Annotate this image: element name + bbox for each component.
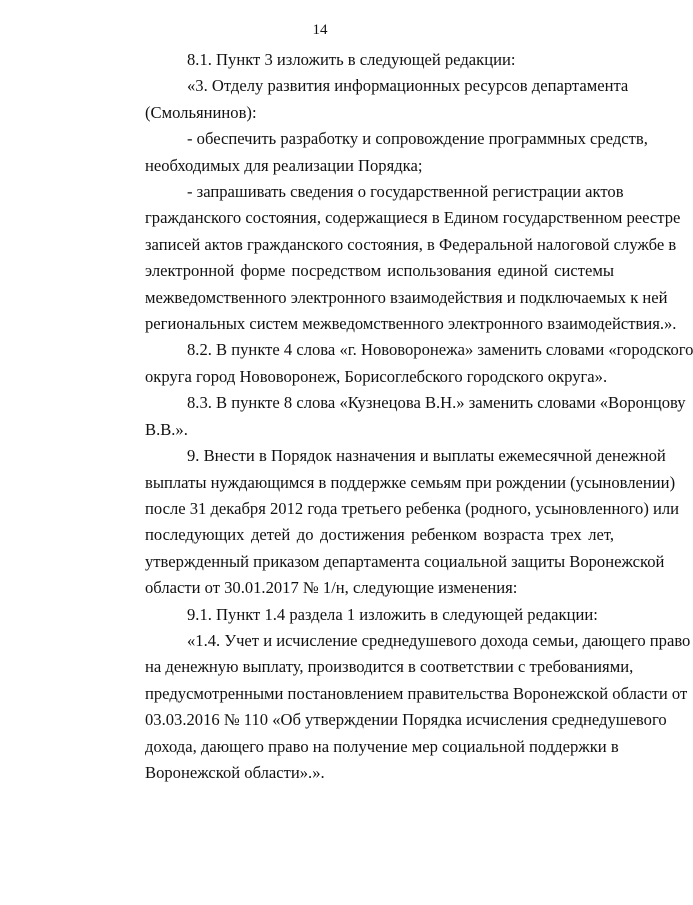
text-line: межведомственного электронного взаимодействия и подключаемых к ней — [145, 287, 668, 307]
text-line: выплаты нуждающимся в поддержке семьям при рождении (усыновлении) — [145, 472, 676, 492]
text-line: области от 30.01.2017 № 1/н, следующие изменения: — [145, 578, 518, 598]
text-line: дохода, дающего право на получение мер социальной поддержки в — [145, 736, 619, 756]
paragraph-bullet-2 — [103, 179, 681, 337]
text-line: 8.3. В пункте 8 слова «Кузнецова В.Н.» заменить словами «Воронцову — [187, 393, 686, 413]
paragraph-quote-3 — [103, 73, 629, 126]
text-line: - запрашивать сведения о государственной регистрации актов — [187, 182, 624, 202]
text-line: 8.1. Пункт 3 изложить в следующей редакции: — [187, 50, 516, 69]
text-line: предусмотренными постановлением правительства Воронежской области от — [145, 683, 688, 703]
paragraph-9 — [103, 443, 680, 601]
paragraph-8-2 — [103, 337, 693, 390]
text-line: 8.2. В пункте 4 слова «г. Нововоронежа» заменить словами «городского — [187, 340, 693, 360]
text-line: (Смольянинов): — [145, 102, 257, 122]
text-line: 9. Внести в Порядок назначения и выплаты ежемесячной денежной — [187, 446, 666, 466]
paragraph-8-1 — [103, 47, 614, 73]
text-line: «1.4. Учет и исчисление среднедушевого дохода семьи, дающего право — [187, 630, 691, 650]
text-line: округа город Нововоронеж, Борисоглебского городского округа». — [145, 366, 608, 386]
text-line: В.В.». — [145, 419, 188, 439]
text-line: гражданского состояния, содержащиеся в Едином государственном реестре — [145, 208, 681, 228]
paragraph-9-1 — [103, 602, 614, 628]
text-line: 9.1. Пункт 1.4 раздела 1 изложить в следующей редакции: — [187, 604, 598, 624]
text-line: - обеспечить разработку и сопровождение программных средств, — [187, 129, 648, 149]
text-line: необходимых для реализации Порядка; — [145, 155, 423, 175]
paragraph-bullet-1 — [103, 126, 648, 179]
document-body — [103, 47, 693, 786]
text-line: утвержденный приказом департамента социальной защиты Воронежской — [145, 551, 665, 571]
text-line: «3. Отделу развития информационных ресурсов департамента — [187, 76, 629, 96]
text-line: последующих детей до достижения ребенком возраста трех лет, — [145, 525, 614, 545]
paragraph-quote-1-4 — [103, 628, 691, 786]
text-line: после 31 декабря 2012 года третьего ребенка (родного, усыновленного) или — [145, 498, 680, 518]
text-line: региональных систем межведомственного электронного взаимодействия.». — [145, 314, 677, 334]
text-line: 03.03.2016 № 110 «Об утверждении Порядка исчисления среднедушевого — [145, 710, 667, 730]
text-line: Воронежской области».». — [145, 762, 325, 782]
text-line: на денежную выплату, производится в соответствии с требованиями, — [145, 657, 634, 677]
page-number: 14 — [312, 22, 328, 38]
text-line: записей актов гражданского состояния, в Федеральной налоговой службе в — [145, 234, 677, 254]
paragraph-8-3 — [103, 390, 686, 443]
text-line: электронной форме посредством использования единой системы — [145, 261, 614, 281]
